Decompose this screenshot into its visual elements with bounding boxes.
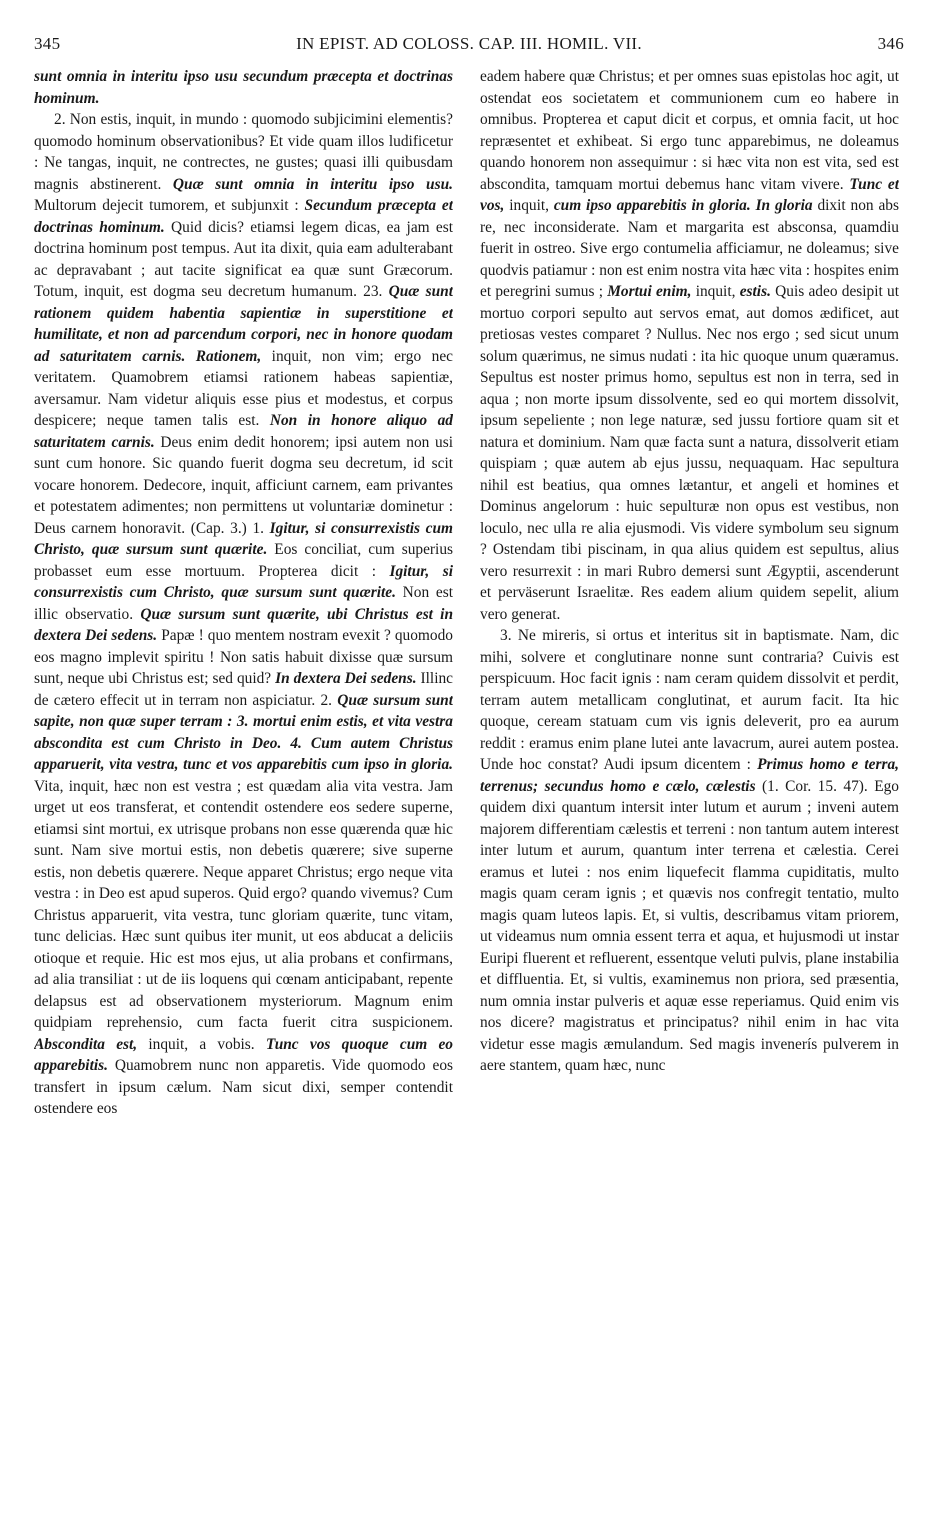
italic-run: Igitur, si consurrexistis cum Christo, quæ sursum sunt quærite. [34, 519, 453, 558]
italic-run: Igitur, si consurrexistis cum Christo, quæ sursum sunt quærite. [34, 562, 453, 601]
paragraph: 2. Non estis, inquit, in mundo : quomodo subjicimini elementis? quomodo hominum observationibus? Et vide quam illos ludificetur : Ne tangas, inquit, ne contrectes, ne gustes; quasi illi quibusdam magnis abstinerent. Quæ sunt omnia in interitu ipso usu. Multorum dejecit tumorem, et subjunxit : Secundum præcepta et doctrinas hominum. Quid dicis? etiamsi legem dicas, ea jam est doctrina hominum post tempus. Aut ita dixit, quia eam adulterabant ac depravabant ; aut tacite significat ea quæ sunt Græcorum. Totum, inquit, est dogma seu decretum humanum. 23. Quæ sunt rationem quidem habentia sapientiæ in superstitione et humilitate, et non ad parcendum corpori, nec in honore quodam ad saturitatem carnis. Rationem, inquit, non vim; ergo nec veritatem. Quamobrem etiamsi rationem habeas sapientiæ, aversamur. Nam videtur aliquis esse pius et modestus, et corpus despicere; neque tamen talis est. Non in honore aliquo ad saturitatem carnis. Deus enim dedit honorem; ipsi autem non usi sunt cum honore. Sic quando fuerit dogma seu decretum, id scit vocare honorem. Dedecore, inquit, afficiunt carnem, eam privantes et potestatem adimentes; non permittens ut voluntariæ dominetur : Deus carnem honoravit. (Cap. 3.) 1. Igitur, si consurrexistis cum Christo, quæ sursum sunt quærite. Eos conciliat, cum superius probasset eum esse mortuum. Propterea dicit : Igitur, si consurrexistis cum Christo, quæ sursum sunt quærite. Non est illic observatio. Quæ sursum sunt quærite, ubi Christus est in dextera Dei sedens. Papæ ! quo mentem nostram evexit ? quomodo eos magno implevit spiritu ! Non satis habuit dixisse quæ sursum sunt, neque ubi Christus est; sed quid? In dextera Dei sedens. Illinc de cætero effecit ut in terram non aspiciatur. 2. Quæ sursum sunt sapite, non quæ super terram : 3. mortui enim estis, et vita vestra abscondita est cum Christo in Deo. 4. Cum autem Christus apparuerit, vita vestra, tunc et vos apparebitis cum ipso in gloria. Vita, inquit, hæc non est vestra ; est quædam alia vita vestra. Jam urget ut eos transferat, et contendit ostendere eos sedere superne, etiamsi sint mortui, ex utrisque probans non esse quærenda quæ hic sunt. Nam sive mortui estis, non debetis quærere; sive superne estis, non debetis quærere. Neque apparet Christus; ergo neque vita vestra : in Deo est apud superos. Quid ergo? quando vivemus? Cum Christus apparuerit, vita vestra, tunc gloriam quærite, tunc vitam, tunc delicias. Hæc sunt quibus iter munit, ut eos abducat a deliciis otioque et requie. Hic est mos ejus, ut alia probans et confirmans, ad alia transiliat : ut de iis loquens qui cœnam anticipabant, repente delapsus est ad observationem mysteriorum. Magnum enim quidpiam reprehensio, cum facta fuerit citra suspicionem. Abscondita est, inquit, a vobis. Tunc vos quoque cum eo apparebitis. Quamobrem nunc non apparetis. Vide quomodo eos transfert in ipsum cælum. Nam sicut dixi, semper contendit ostendere eos [34, 111, 453, 1117]
italic-run: Secundum præcepta et doctrinas hominum. [34, 197, 453, 236]
italic-run: Primus homo e terra, terrenus; secundus homo e cælo, cælestis [480, 756, 899, 795]
italic-run: Quæ sunt omnia in interitu ipso usu. [172, 175, 453, 193]
text-columns [34, 66, 904, 1526]
italic-run: estis. [739, 283, 771, 300]
italic-run: Tunc vos quoque cum eo apparebitis. [34, 1035, 453, 1074]
italic-run: Abscondita est, [34, 1035, 138, 1053]
right-column [480, 66, 899, 1526]
page-number-left: 345 [34, 34, 61, 53]
italic-run: cum ipso apparebitis in gloria. [553, 197, 751, 214]
italic-run: Non in honore aliquo ad saturitatem carnis. [34, 412, 453, 451]
left-column [34, 66, 453, 1526]
running-title: IN EPIST. AD COLOSS. CAP. III. HOMIL. VII. [296, 34, 642, 53]
paragraph: 3. Ne mireris, si ortus et interitus sit in baptismate. Nam, dic mihi, solvere et conglutinare nonne sunt contraria? Cuivis est perspicuum. Hoc facit ignis : nam ceram quidem dissolvit et perdit, terram autem metallicam conglutinat, et aurum facit. Ita hic quoque, ceream statuam cum vis ignis deleverit, pro ea aurum reddit : eramus enim plane lutei ante lavacrum, aurei autem postea. Unde hoc constat? Audi ipsum dicentem : Primus homo e terra, terrenus; secundus homo e cælo, cælestis (1. Cor. 15. 47). Ego quidem dixi quantum intersit inter lutum et aurum ; inveni autem majorem differentiam cælestis et terreni : non tantum autem interest inter lutum et aurum, quantum inter terrena et cælestia. Cerei eramus et lutei : nos enim liquefecit flamma cupiditatis, multo magis quam ceram ignis ; et quævis nos confregit tentatio, multo magis quam luteos lapis. Et, si vultis, describamus vitam priorem, ut videamus num omnia essent terra et aqua, et hujusmodi ut instar Euripi fluerent et refluerent, essentque veluti pulvis, plane instabilia et diffluentia. Et, si vultis, examinemus non priora, sed præsentia, num omnia instar pulveris et aquæ esse reperiamus. Quid enim vis nos dicere? magistratus et principatus? nihil enim in hac vita videtur esse magis æmulandum. Sed magis invenerís pulverem in aere stantem, quam hæc, nunc [480, 627, 899, 1074]
italic-run: Quæ sursum sunt quærite, ubi Christus est in dextera Dei sedens. [34, 605, 453, 644]
italic-run: sunt omnia in interitu ipso usu secundum præcepta et doctrinas hominum. [34, 68, 453, 107]
paragraph [34, 66, 453, 109]
italic-run: Quæ sursum sunt sapite, non quæ super terram : 3. mortui enim estis, et vita vestra abscondita est cum Christo in Deo. 4. Cum autem Christus apparuerit, vita vestra, tunc et vos apparebitis cum ipso in gloria. [34, 691, 453, 773]
running-header [34, 34, 904, 62]
italic-run: Rationem, [195, 347, 262, 365]
italic-run: In dextera Dei sedens. [275, 670, 417, 687]
page-number-right: 346 [877, 34, 904, 53]
italic-run: In gloria [755, 197, 813, 214]
italic-run: Quæ sunt rationem quidem habentia sapientiæ in superstitione et humilitate, et non ad parcendum corpori, nec in honore quodam ad saturitatem carnis. [34, 283, 453, 365]
paragraph: eadem habere quæ Christus; et per omnes suas epistolas hoc agit, ut ostendat eos societatem et communionem cum eo habere in omnibus. Propterea et caput dicit et corpus, et omnia facit, ut hoc repræsentet et exhibeat. Si ergo tunc apparebimus, ne doleamus quando honorem non assequimur : si hæc vita non est vita, sed est abscondita, tamquam mortui debemus hanc vitam vivere. Tunc et vos, inquit, cum ipso apparebitis in gloria. In gloria dixit non abs re, nec inconsiderate. Nam et margarita est absconsa, quamdiu fuerit in ostreo. Sive ergo contumelia afficiamur, ne doleamus; sive quodvis patiamur : non est enim nostra vita hæc vita : hospites enim et peregrini sumus ; Mortui enim, inquit, estis. Quis adeo desipit ut mortuo corpori sepulto aut servos emat, aut domos ædificet, aut pretiosas vestes comparet ? Nullus. Nec nos ergo ; sed sicut unum solum quærimus, ne simus nudati : ita hic quoque unum quæramus. Sepultus est noster primus homo, sepultus est non in terra, sed in aqua ; non morte ipsum dissolvente, sed eo qui mortem dissolvit, ipsum sepeliente ; non lege naturæ, sed jussu fortiore quam sit et natura et dominium. Nam quæ facta sunt a natura, dissolverit etiam quispiam ; quæ autem ab ejus jussu, nequaquam. Hac sepultura nihil est beatius, qua omnes lætantur, et angeli et homines et Dominus angelorum : huic sepulturæ non opus est vestibus, non loculo, nec ulla re alia ejusmodi. Vis videre symbolum seu signum ? Ostendam tibi piscinam, in qua alius quidem est sepultus, alius vero resurrexit : in mari Rubro demersi sunt Ægyptii, ascenderunt et perväserunt Israelitæ. Res eadem alium quidem sepelit, alium vero generat. [480, 68, 899, 623]
italic-run: Mortui enim, [607, 283, 692, 300]
italic-run: Tunc et vos, [480, 175, 899, 214]
